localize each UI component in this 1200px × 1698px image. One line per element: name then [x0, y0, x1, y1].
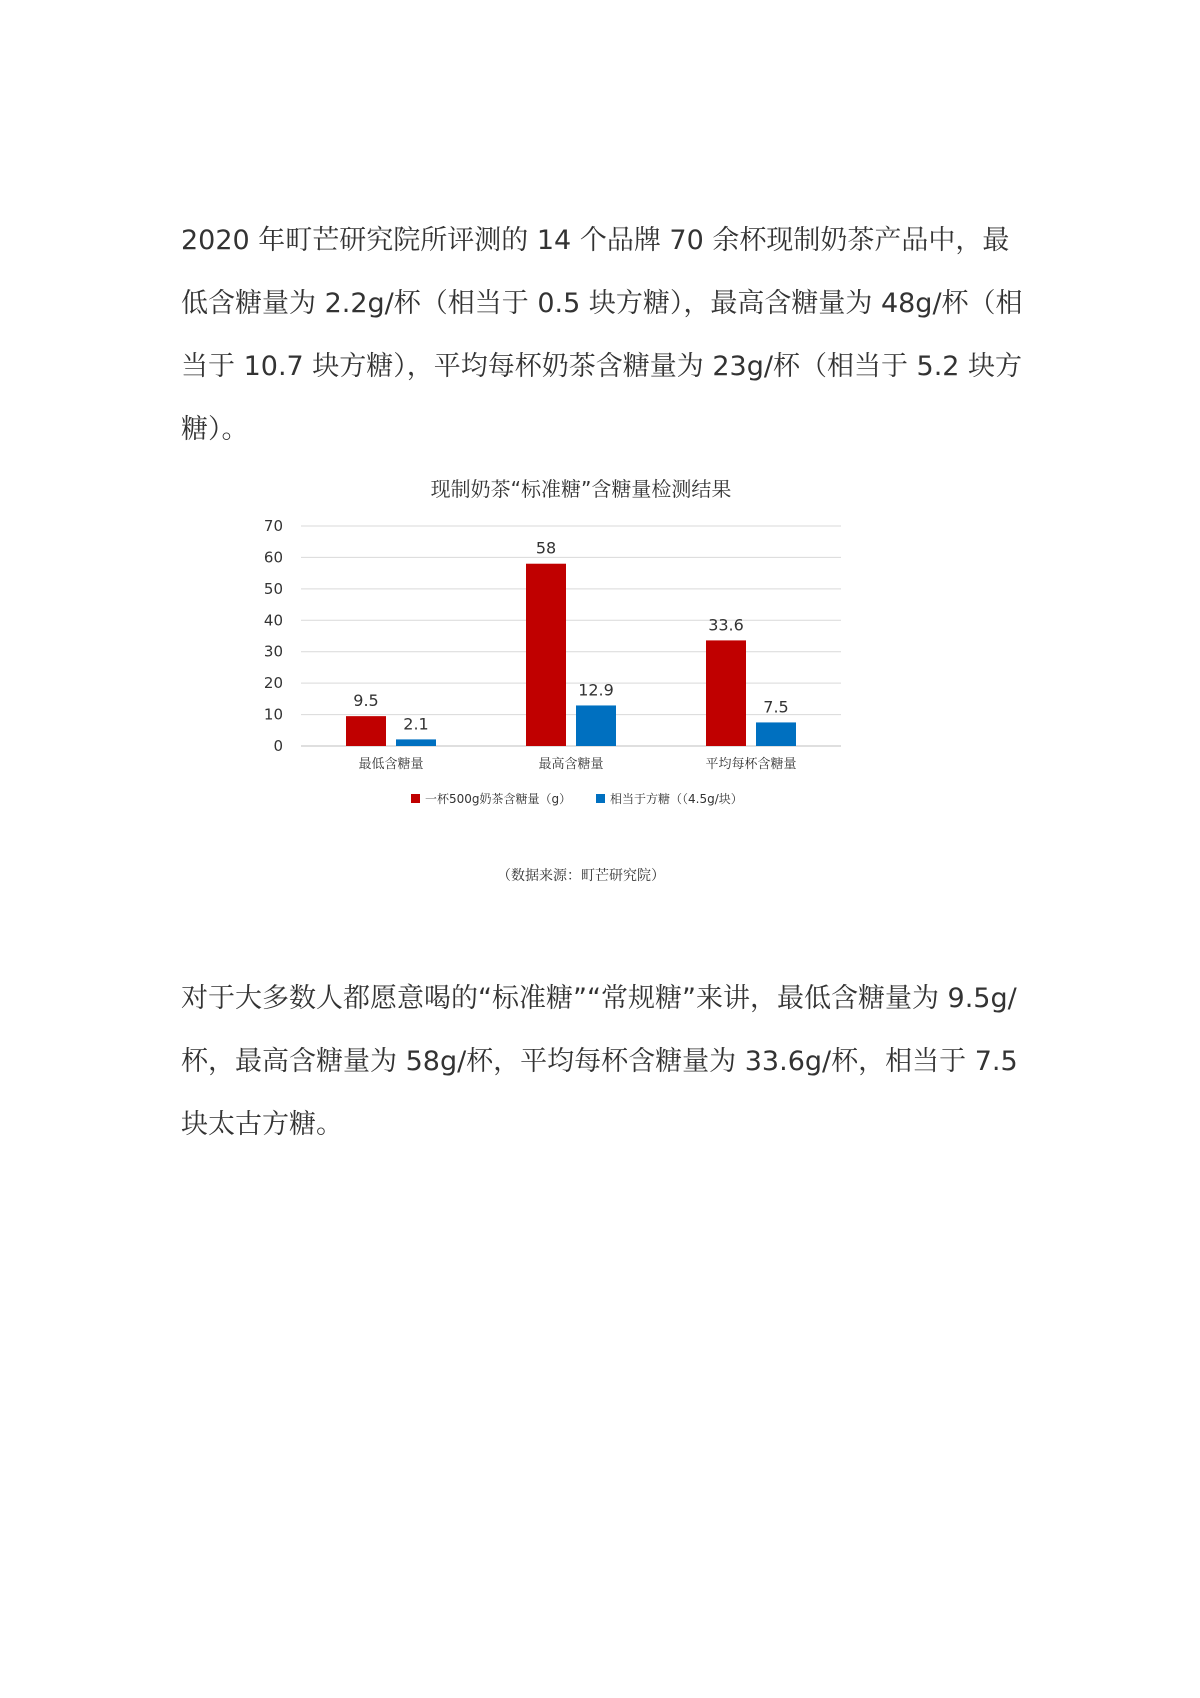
y-tick-label: 40 [263, 611, 283, 630]
data-label: 2.1 [403, 714, 429, 734]
bar-sugar-grams-0 [346, 716, 386, 746]
y-tick-label: 70 [263, 517, 283, 535]
data-label: 33.6 [708, 615, 744, 635]
legend-swatch [411, 794, 420, 803]
legend [411, 791, 743, 806]
category-label: 平均每杯含糖量 [705, 757, 797, 772]
chart-svg [181, 466, 981, 900]
data-label: 7.5 [763, 697, 789, 717]
sugar-content-chart [181, 466, 981, 900]
legend-label: 相当于方糖（（4.5g/块） [610, 792, 743, 806]
y-tick-label: 0 [273, 737, 283, 755]
paragraph-intro: 2020 年町芒研究院所评测的 14 个品牌 70 余杯现制奶茶产品中，最低含糖量为 2.2g/杯（相当于 0.5 块方糖），最高含糖量为 48g/杯（相当于 10.7 块方糖），平均每杯奶茶含糖量为 23g/杯（相当于 5.2 块方糖）。 [181, 225, 1023, 445]
bar-sugar-cubes-0 [396, 739, 436, 746]
y-tick-label: 20 [263, 674, 283, 693]
y-axis-ticks [264, 517, 283, 755]
bar-sugar-grams-1 [526, 564, 566, 746]
data-label: 58 [535, 538, 557, 558]
data-source: （数据来源：町芒研究院） [497, 868, 665, 884]
y-tick-label: 60 [263, 548, 283, 567]
legend-swatch [596, 794, 605, 803]
legend-label: 一杯500g奶茶含糖量（g） [425, 792, 572, 806]
bar-sugar-grams-2 [706, 640, 746, 746]
category-labels [358, 756, 796, 772]
paragraph-standard-sugar: 对于大多数人都愿意喝的“标准糖”“常规糖”来讲，最低含糖量为 9.5g/杯，最高含糖量为 58g/杯，平均每杯含糖量为 33.6g/杯，相当于 7.5 块太古方糖。 [181, 983, 1018, 1140]
category-label: 最低含糖量 [358, 757, 424, 772]
y-tick-label: 10 [263, 705, 283, 724]
gridlines [301, 526, 841, 746]
data-label: 9.5 [353, 691, 379, 711]
bar-sugar-cubes-2 [756, 722, 796, 746]
data-label: 12.9 [578, 680, 614, 700]
y-tick-label: 50 [263, 579, 283, 598]
bar-sugar-cubes-1 [576, 705, 616, 746]
chart-title: 现制奶茶“标准糖”含糖量检测结果 [430, 477, 732, 501]
y-tick-label: 30 [263, 642, 283, 661]
category-label: 最高含糖量 [538, 757, 604, 772]
